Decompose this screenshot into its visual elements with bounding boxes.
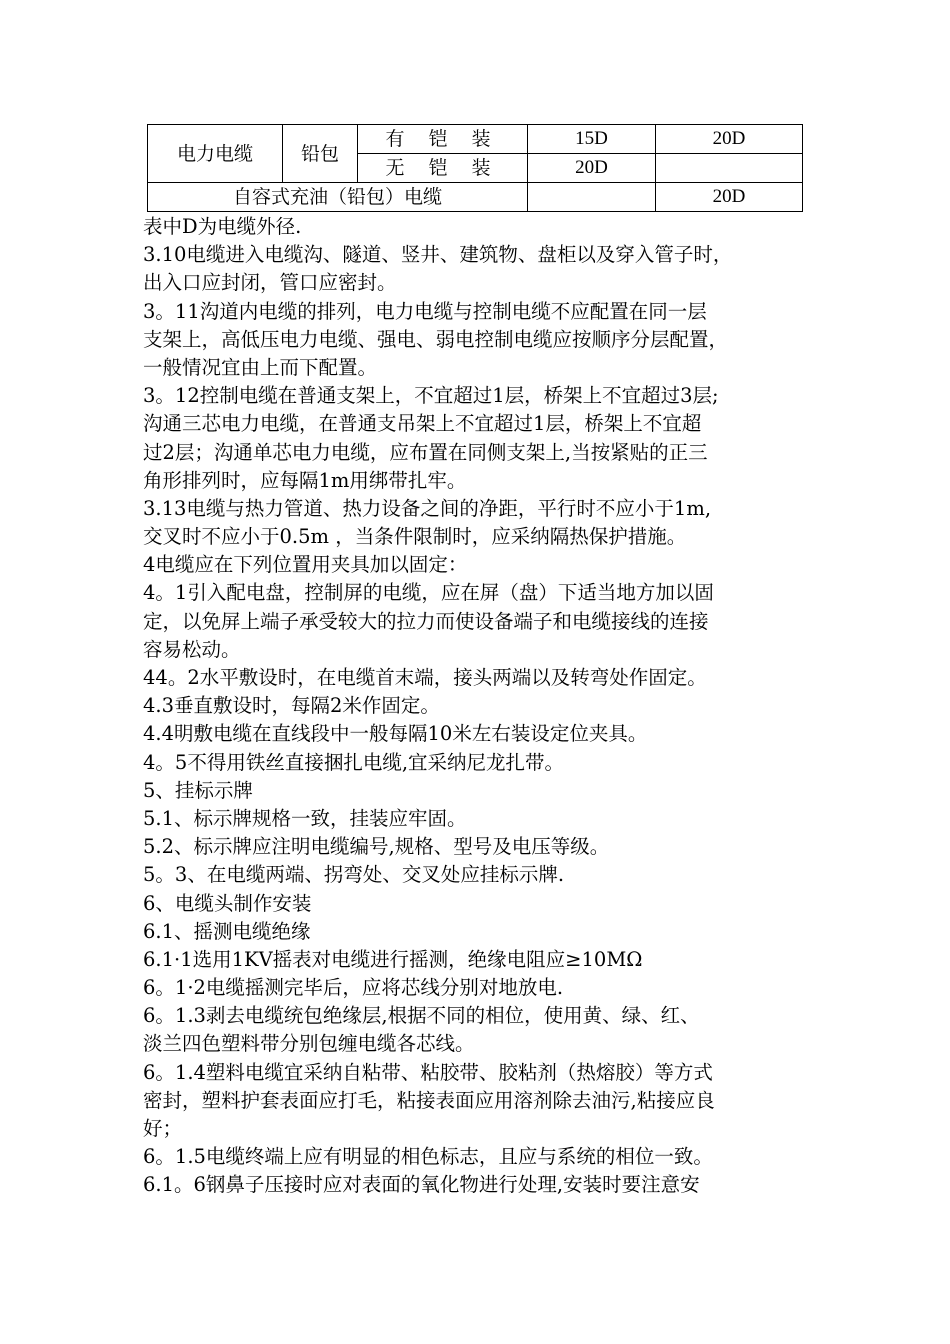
text-line: 5.1、标示牌规格一致，挂装应牢固。	[143, 806, 467, 830]
text-line: 角形排列时，应每隔1m用绑带扎牢。	[143, 468, 467, 492]
sheath-cell: 铅包	[283, 125, 358, 183]
text-line: 出入口应封闭，管口应密封。	[143, 271, 397, 295]
text-line: 44。2水平敷设时，在电缆首末端，接头两端以及转弯处作固定。	[143, 666, 707, 689]
text-line: 交叉时不应小于0.5m ，当条件限制时，应采纳隔热保护措施。	[143, 525, 687, 549]
value-cell: 20D	[656, 125, 803, 154]
text-line: 容易松动。	[143, 637, 241, 661]
text-line: 沟通三芯电力电缆，在普通支吊架上不宜超过1层，桥架上不宜超	[143, 412, 702, 436]
text-line: 6。1.4塑料电缆宜采纳自粘带、粘胶带、胶粘剂（热熔胶）等方式	[143, 1060, 713, 1084]
text-line: 6。1·2电缆摇测完毕后，应将芯线分别对地放电.	[143, 976, 564, 1000]
armor-type-cell: 无 铠 装	[358, 154, 528, 183]
value-cell: 20D	[656, 183, 803, 212]
table-row	[148, 125, 803, 154]
table-row	[148, 183, 803, 212]
text-line: 4电缆应在下列位置用夹具加以固定：	[143, 553, 468, 577]
text-line: 一般情况宜由上而下配置。	[143, 355, 378, 379]
value-cell: 15D	[528, 125, 656, 154]
text-line: 定，以免屏上端子承受较大的拉力而使设备端子和电缆接线的连接	[143, 609, 709, 633]
text-line: 6、电缆头制作安装	[143, 891, 312, 915]
text-line: 5、挂标示牌	[143, 778, 253, 802]
text-line: 表中D为电缆外径.	[143, 215, 302, 238]
text-line: 密封，塑料护套表面应打毛，粘接表面应用溶剂除去油污,粘接应良	[143, 1088, 715, 1112]
text-line: 6.1、摇测电缆绝缘	[143, 919, 311, 943]
body-text	[143, 213, 818, 1200]
text-line: 6.1·1选用1KV摇表对电缆进行摇测，绝缘电阻应≥10MΩ	[143, 947, 643, 971]
text-line: 4。1引入配电盘，控制屏的电缆，应在屏（盘）下适当地方加以固	[143, 581, 714, 605]
cable-type-cell: 自容式充油（铅包）电缆	[148, 183, 528, 212]
text-line: 6。1.5电缆终端上应有明显的相色标志，且应与系统的相位一致。	[143, 1145, 713, 1169]
text-line: 好；	[143, 1117, 183, 1140]
armor-type-cell: 有 铠 装	[358, 125, 528, 154]
text-line: 3。11沟道内电缆的排列，电力电缆与控制电缆不应配置在同一层	[143, 299, 707, 323]
text-line: 6。1.3剥去电缆统包绝缘层,根据不同的相位，使用黄、绿、红、	[143, 1004, 700, 1028]
text-line: 3。12控制电缆在普通支架上，不宜超过1层，桥架上不宜超过3层;	[143, 384, 719, 408]
text-line: 3.13电缆与热力管道、热力设备之间的净距，平行时不应小于1m,	[143, 496, 712, 520]
text-line: 4.3垂直敷设时，每隔2米作固定。	[143, 694, 440, 718]
value-cell	[528, 183, 656, 212]
text-line: 淡兰四色塑料带分别包缠电缆各芯线。	[143, 1032, 475, 1056]
text-line: 6.1。6钢鼻子压接时应对表面的氧化物进行处理,安装时要注意安	[143, 1173, 700, 1197]
text-line: 3.10电缆进入电缆沟、隧道、竖井、建筑物、盘柜以及穿入管子时，	[143, 243, 733, 267]
text-line: 5。3、在电缆两端、拐弯处、交叉处应挂标示牌.	[143, 863, 565, 887]
value-cell	[656, 154, 803, 183]
text-line: 过2层；沟通单芯电力电缆，应布置在同侧支架上,当按紧贴的正三	[143, 440, 708, 464]
value-cell: 20D	[528, 154, 656, 183]
cable-type-cell: 电力电缆	[148, 125, 283, 183]
text-line: 支架上，高低压电力电缆、强电、弱电控制电缆应按顺序分层配置，	[143, 327, 729, 351]
text-line: 4.4明敷电缆在直线段中一般每隔10米左右装设定位夹具。	[143, 722, 648, 746]
text-line: 4。5不得用铁丝直接捆扎电缆,宜采纳尼龙扎带。	[143, 750, 565, 774]
text-line: 5.2、标示牌应注明电缆编号,规格、型号及电压等级。	[143, 835, 610, 859]
cable-bend-radius-table	[147, 124, 803, 212]
